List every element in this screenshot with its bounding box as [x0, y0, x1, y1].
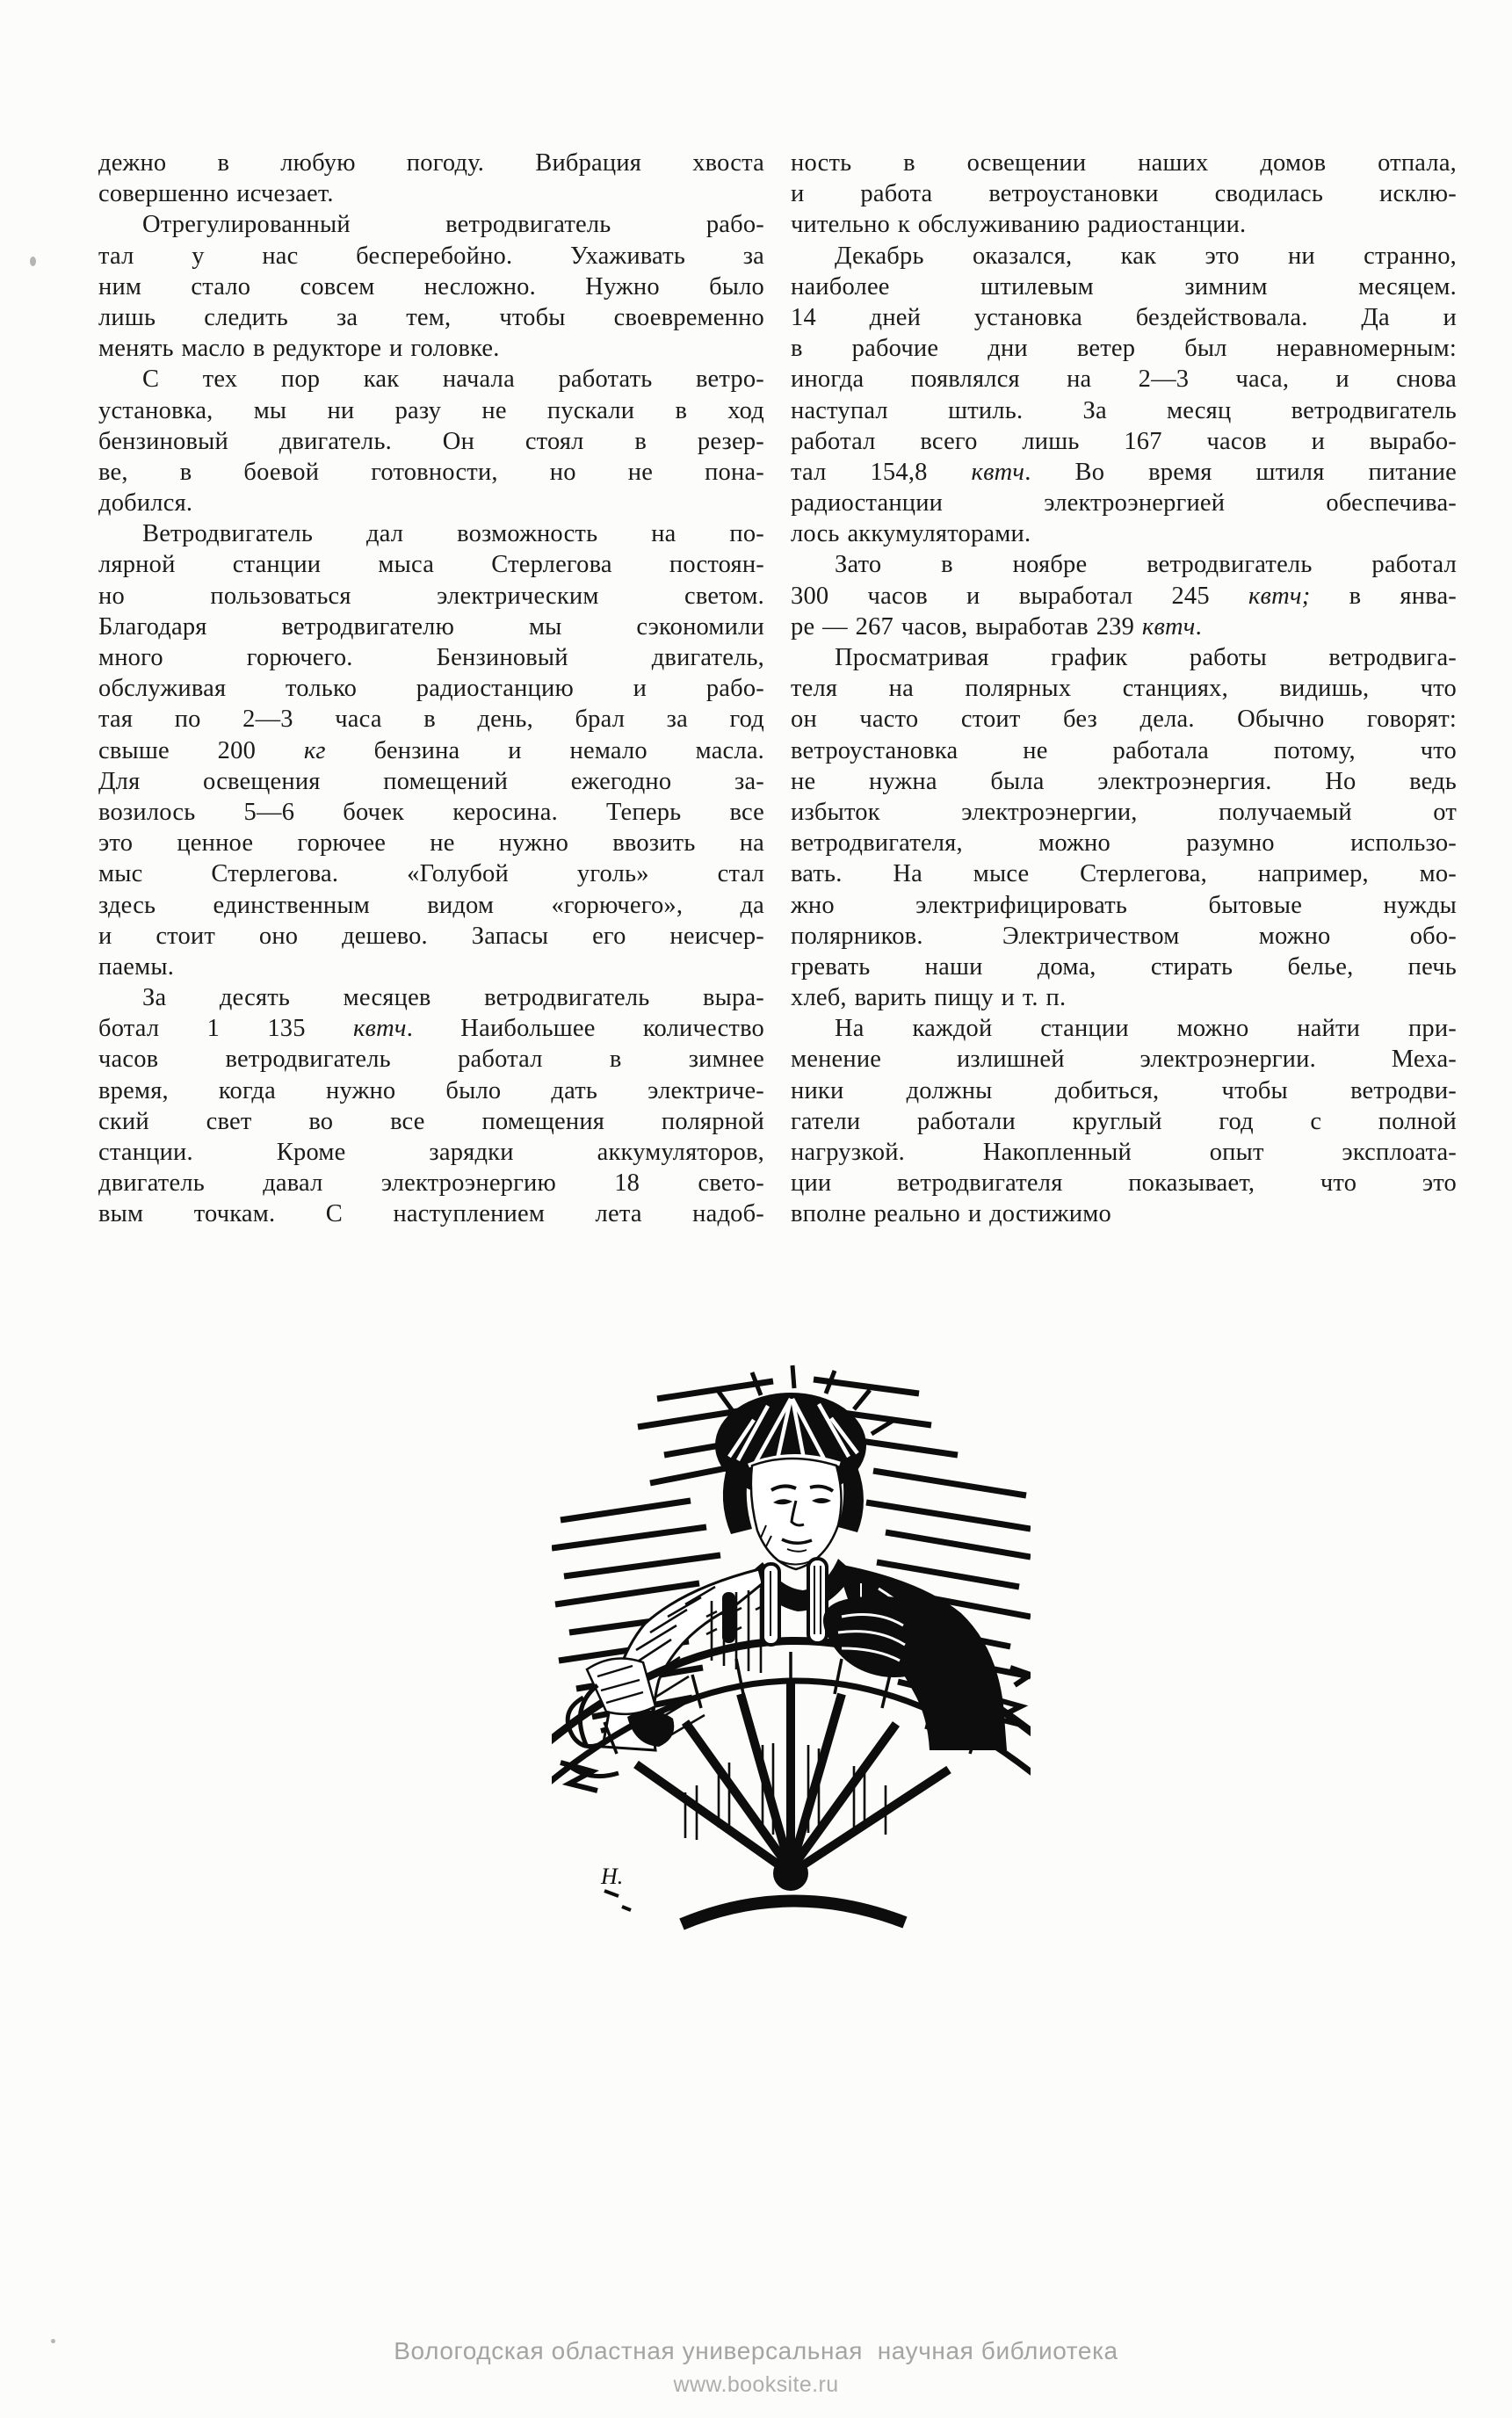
- text-line: Декабрь оказался, как это ни странно,: [835, 242, 1457, 270]
- text-line: двигатель давал электроэнергию 18 свето-: [98, 1169, 764, 1198]
- text-line: совершенно исчезает.: [98, 180, 334, 208]
- text-line: 14 дней установка бездействовала. Да и: [791, 303, 1457, 331]
- text-line: но пользоваться электрическим светом.: [98, 582, 764, 610]
- wheel-spokes: [636, 1682, 949, 1873]
- text-line: тая по 2—3 часа в день, брал за год: [98, 706, 764, 734]
- text-line: дежно в любую погоду. Вибрация хвоста: [98, 149, 764, 177]
- text-line: Ветродвигатель дал возможность на по-: [142, 520, 764, 548]
- text-column-left: [98, 148, 764, 1230]
- text-line: много горючего. Бензиновый двигатель,: [98, 644, 764, 671]
- text-line: Благодаря ветродвигателю мы сэкономили: [98, 612, 764, 641]
- text-line: установка, мы ни разу не пускали в ход: [98, 396, 764, 424]
- text-line: жно электрифицировать бытовые нужды: [791, 891, 1457, 919]
- text-line: 300 часов и выработал 245 квтч; в янва-: [791, 582, 1457, 610]
- text-line: бензиновый двигатель. Он стоял в резер-: [98, 427, 764, 455]
- text-line: наиболее штилевым зимним месяцем.: [791, 272, 1457, 300]
- helmsman-woodcut-image: [552, 1353, 1031, 1933]
- engraver-marks: [600, 1864, 631, 1910]
- text-line: здесь единственным видом «горючего», да: [98, 891, 764, 919]
- text-line: ции ветродвигателя показывает, что это: [791, 1169, 1457, 1198]
- text-line: гатели работали круглый год с полной: [791, 1107, 1457, 1135]
- text-line: ники должны добиться, чтобы ветродви-: [791, 1076, 1457, 1104]
- text-line: мыс Стерлегова. «Голубой уголь» стал: [98, 860, 764, 888]
- text-line: С тех пор как начала работать ветро-: [142, 366, 764, 394]
- wheel-hub: [773, 1856, 808, 1891]
- text-line: часов ветродвигатель работал в зимнее: [98, 1046, 764, 1074]
- text-line: вполне реально и достижимо: [791, 1200, 1111, 1228]
- text-line: свыше 200 кг бензина и немало масла.: [98, 736, 764, 764]
- text-line: Просматривая график работы ветродвига-: [835, 644, 1457, 671]
- text-line: Отрегулированный ветродвигатель рабо-: [142, 211, 764, 239]
- text-line: в рабочие дни ветер был неравномерным:: [791, 335, 1457, 363]
- text-line: станции. Кроме зарядки аккумуляторов,: [98, 1139, 764, 1166]
- text-line: Для освещения помещений ежегодно за-: [98, 767, 764, 795]
- text-line: избыток электроэнергии, получаемый от: [791, 798, 1457, 826]
- text-line: наступал штиль. За месяц ветродвигатель: [791, 396, 1457, 424]
- text-line: ве, в боевой готовности, но не пона-: [98, 458, 764, 486]
- text-line: вым точкам. С наступлением лета надоб-: [98, 1200, 764, 1228]
- text-line: возилось 5—6 бочек керосина. Теперь все: [98, 798, 764, 826]
- text-line: чительно к обслуживанию радиостанции.: [791, 211, 1247, 239]
- text-line: и стоит оно дешево. Запасы его неисчер-: [98, 922, 764, 950]
- text-line: ре — 267 часов, выработав 239 квтч.: [791, 612, 1202, 641]
- text-line: иногда появлялся на 2—3 часа, и снова: [791, 366, 1457, 394]
- text-line: хлеб, варить пищу и т. п.: [791, 984, 1067, 1012]
- text-column-right: [791, 148, 1457, 1230]
- text-line: он часто стоит без дела. Обычно говорят:: [791, 706, 1457, 734]
- text-line: ботал 1 135 квтч. Наибольшее количество: [98, 1015, 764, 1043]
- text-line: менение излишней электроэнергии. Меха-: [791, 1046, 1457, 1074]
- text-line: гревать наши дома, стирать белье, печь: [791, 952, 1457, 981]
- text-line: теля на полярных станциях, видишь, что: [791, 675, 1457, 703]
- text-line: добился.: [98, 489, 193, 518]
- text-line: и работа ветроустановки сводилась исклю-: [791, 180, 1457, 208]
- text-line: тал у нас бесперебойно. Ухаживать за: [98, 242, 764, 270]
- text-line: нагрузкой. Накопленный опыт эксплоата-: [791, 1139, 1457, 1166]
- text-line: На каждой станции можно найти при-: [835, 1015, 1457, 1043]
- engraver-signature: Н.: [601, 1864, 624, 1889]
- face: [751, 1459, 842, 1569]
- text-line: паемы.: [98, 952, 175, 981]
- library-credit: Вологодская областная универсальная научная библиотека: [394, 2337, 1118, 2364]
- website-url: www.booksite.ru: [673, 2372, 839, 2397]
- text-line: не нужна была электроэнергия. Но ведь: [791, 767, 1457, 795]
- helmsman-illustration: [552, 1353, 1031, 1933]
- text-line: лишь следить за тем, чтобы своевременно: [98, 303, 764, 331]
- text-line: ветроустановка не работала потому, что: [791, 736, 1457, 764]
- text-line: лось аккумуляторами.: [791, 520, 1031, 548]
- text-line: Зато в ноябре ветродвигатель работал: [835, 551, 1457, 579]
- text-line: менять масло в редукторе и головке.: [98, 335, 500, 363]
- text-line: вать. На мысе Стерлегова, например, мо-: [791, 860, 1457, 888]
- text-line: ский свет во все помещения полярной: [98, 1107, 764, 1135]
- text-line: тал 154,8 квтч. Во время штиля питание: [791, 458, 1457, 486]
- text-line: ним стало совсем несложно. Нужно было: [98, 272, 764, 300]
- text-line: работал всего лишь 167 часов и вырабо-: [791, 427, 1457, 455]
- text-line: ветродвигателя, можно разумно использо-: [791, 829, 1457, 858]
- text-line: обслуживая только радиостанцию и рабо-: [98, 675, 764, 703]
- text-line: За десять месяцев ветродвигатель выра-: [142, 984, 764, 1012]
- text-line: это ценное горючее не нужно ввозить на: [98, 829, 764, 858]
- text-line: ность в освещении наших домов отпала,: [791, 149, 1457, 177]
- text-line: лярной станции мыса Стерлегова постоян-: [98, 551, 764, 579]
- text-line: время, когда нужно было дать электриче-: [98, 1076, 764, 1104]
- text-line: радиостанции электроэнергией обеспечива-: [791, 489, 1457, 518]
- scan-artifact-dot: [30, 257, 36, 266]
- text-line: полярников. Электричеством можно обо-: [791, 922, 1457, 950]
- wheel-lower-rim: [682, 1900, 905, 1924]
